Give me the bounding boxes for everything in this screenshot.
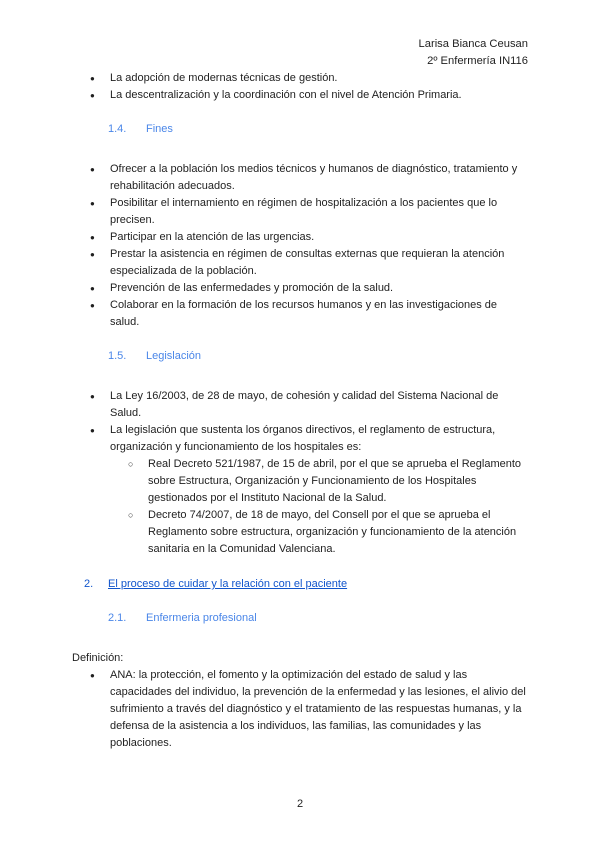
list-item xyxy=(110,422,528,558)
definicion-list xyxy=(72,667,528,752)
list-item: ● La descentralización y la coordinación con el nivel de Atención Primaria. xyxy=(110,87,528,104)
header-course: 2º Enfermería IN116 xyxy=(427,55,528,67)
heading-number: 2. xyxy=(84,578,94,590)
legislacion-sublist xyxy=(110,456,528,558)
list-item-text: La legislación que sustenta los órganos directivos, el reglamento de estructura, organización y funcionamiento de los hospitales es: xyxy=(110,424,496,453)
heading-number: 1.4. xyxy=(108,123,127,135)
heading-fines xyxy=(72,121,528,138)
sublist-item: ○ Real Decreto 521/1987, de 15 de abril, por el que se aprueba el Reglamento sobre Estructura, Organización y Funcionamiento de los Hospitales gestionados por el Instituto Nacional de la Salud. xyxy=(148,456,528,507)
list-item: ● Prestar la asistencia en régimen de consultas externas que requieran la atención especializada de la población. xyxy=(110,246,528,280)
heading-title: Legislación xyxy=(146,350,202,362)
list-item: ● Prevención de las enfermedades y promoción de la salud. xyxy=(110,280,528,297)
heading-title: Enfermeria profesional xyxy=(146,612,257,624)
heading-title: Fines xyxy=(146,123,173,135)
page-number: 2 xyxy=(296,798,304,810)
page-header xyxy=(419,36,528,70)
list-item: ● ANA: la protección, el fomento y la optimización del estado de salud y las capacidades del individuo, la prevención de la enfermedad y las lesiones, el alivio del sufrimiento a través del diagnóstico y el tratamiento de las respuestas humanas, y la defensa de la asistencia a los individuos, las familias, las comunidades y las poblaciones. xyxy=(110,667,528,752)
legislacion-list xyxy=(72,388,528,558)
heading-number: 1.5. xyxy=(108,350,127,362)
list-item: ● La adopción de modernas técnicas de gestión. xyxy=(110,70,528,87)
page-content xyxy=(72,70,528,752)
heading-number: 2.1. xyxy=(108,612,127,624)
header-author: Larisa Bianca Ceusan xyxy=(418,38,528,50)
list-item: ● Participar en la atención de las urgencias. xyxy=(110,229,528,246)
intro-list xyxy=(72,70,528,104)
fines-list xyxy=(72,161,528,331)
list-item: ● Posibilitar el internamiento en régimen de hospitalización a los pacientes que lo precisen. xyxy=(110,195,528,229)
sublist-item: ○ Decreto 74/2007, de 18 de mayo, del Consell por el que se aprueba el Reglamento sobre estructura, organización y funcionamiento de la atención sanitaria en la Comunidad Valenciana. xyxy=(148,507,528,558)
heading-section-2[interactable] xyxy=(72,576,528,593)
definicion-label: Definición: xyxy=(72,652,124,664)
section-2-link[interactable]: El proceso de cuidar y la relación con el paciente xyxy=(108,578,348,590)
heading-enfermeria xyxy=(72,610,528,627)
heading-legislacion xyxy=(72,348,528,365)
list-item: ● Colaborar en la formación de los recursos humanos y en las investigaciones de salud. xyxy=(110,297,528,331)
list-item: ● Ofrecer a la población los medios técnicos y humanos de diagnóstico, tratamiento y rehabilitación adecuados. xyxy=(110,161,528,195)
list-item: ● La Ley 16/2003, de 28 de mayo, de cohesión y calidad del Sistema Nacional de Salud. xyxy=(110,388,528,422)
